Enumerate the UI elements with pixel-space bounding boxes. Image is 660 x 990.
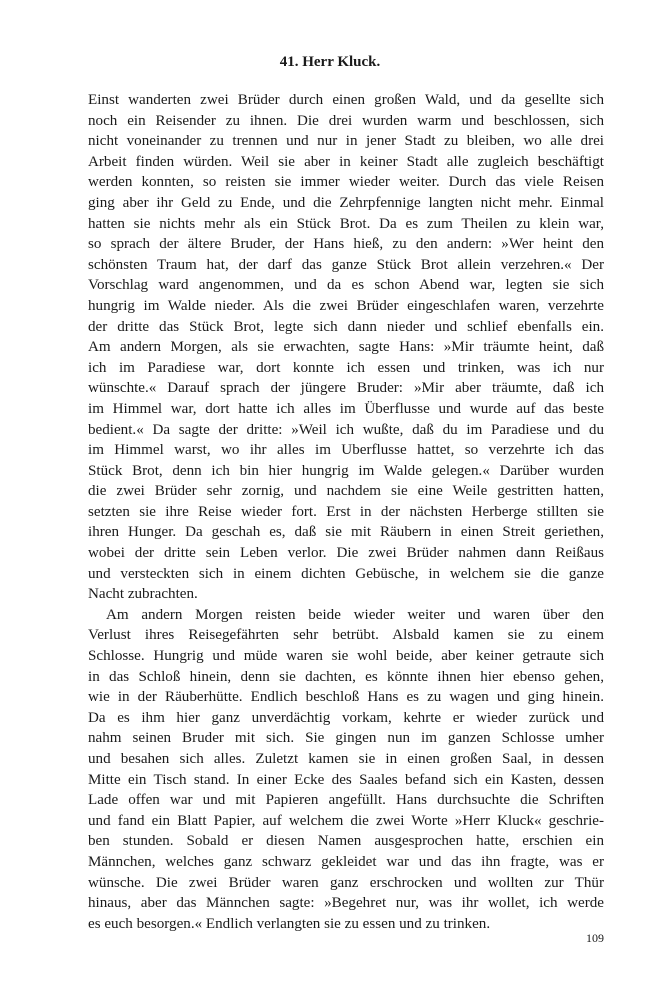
paragraph [88,605,604,935]
text-line: bedient.« Da sagte der dritte: »Weil ich wußte, daß du im Paradiese und du [88,421,604,438]
text-line: im Himmel war, dort hatte ich alles im Überflusse und wurde auf das beste [88,400,604,417]
text-line: und besahen sich alles. Zuletzt kamen sie in einen großen Saal, in dessen [88,751,604,767]
body-text [88,90,604,934]
text-line: wobei der dritte sein Leben verlor. Die zwei Brüder nahmen dann Reißaus [88,545,604,562]
text-line: wie in der Räuberhütte. Endlich beschloß Hans es zu wagen und ging hinein. [88,689,604,706]
text-line: noch ein Reisender zu ihnen. Die drei wurden warm und beschlossen, sich [88,112,604,129]
text-line: Schlosse. Hungrig und müde waren sie wohl beide, aber keiner getraute sich [88,648,604,665]
text-line: hinaus, aber das Männchen sagte: »Begehret nur, was ihr wollet, ich werde [88,895,604,912]
text-line: und fand ein Blatt Papier, auf welchem die zwei Worte »Herr Kluck« geschrie- [88,812,604,829]
text-line: Nacht zubrachten. [88,586,198,603]
text-line: Männchen, welches ganz schwarz gekleidet war und das ihn fragte, was er [88,853,604,870]
text-line: wünsche. Die zwei Brüder waren ganz erschrocken und wollten zur Thür [88,874,604,891]
paragraph [88,90,604,605]
text-line: hatten sie nichts mehr als ein Stück Brot. Da es zum Theilen zu klein war, [88,215,604,232]
page-title: 41. Herr Kluck. [279,54,381,70]
text-line: Am andern Morgen reisten beide wieder weiter und waren über den [106,606,604,623]
page-number: 109 [586,931,604,945]
text-line: hungrig im Walde nieder. Als die zwei Brüder eingeschlafen waren, verzehrte [88,297,604,314]
text-line: ben stunden. Sobald er diesen Namen ausgesprochen hatte, erschien ein [88,833,604,850]
text-line: die zwei Brüder sehr zornig, und nachdem sie eine Weile gestritten hatten, [88,483,604,500]
text-line: Arbeit finden würden. Weil sie aber in keiner Stadt alle zugleich beschäftigt [88,153,604,170]
text-line: und versteckten sich in einem dichten Gebüsche, in welchem sie die ganze [88,565,604,582]
text-line: Da es ihm hier ganz unverdächtig vorkam, kehrte er wieder zurück und [88,709,604,726]
text-line: so sprach der ältere Bruder, der Hans hieß, zu den andern: »Wer heint den [88,236,604,253]
text-line: setzten sie ihre Reise wieder fort. Erst in der nächsten Herberge stillten sie [88,503,604,520]
text-line: in das Schloß hinein, denn sie dachten, es könnte ihnen hier ebenso gehen, [88,668,604,685]
text-line: Mitte ein Tisch stand. In einer Ecke des Saales befand sich ein Kasten, dessen [88,771,604,788]
text-line: nicht voneinander zu trennen und nur in jener Stadt zu bleiben, wo alle drei [88,133,604,150]
text-line: Stück Brot, denn ich bin hier hungrig im Walde gelegen.« Darüber wurden [88,462,604,479]
text-line: Lade offen war und mit Papieren angefüllt. Hans durchsuchte die Schriften [88,792,604,809]
text-line: nahm seinen Bruder mit sich. Sie gingen nun im ganzen Schlosse umher [88,730,604,747]
text-line: wünschte.« Darauf sprach der jüngere Bruder: »Mir aber träumte, daß ich [88,380,604,397]
text-line: der dritte das Stück Brot, legte sich dann nieder und schlief ebenfalls ein. [88,318,604,335]
text-line: ihren Hunger. Da geschah es, daß sie mit Räubern in einen Streit geriethen, [88,524,604,541]
text-line: Verlust ihres Reisegefährten sehr betrübt. Alsbald kamen sie zu einem [88,627,604,644]
text-line: ging aber ihr Geld zu Ende, und die Zehrpfennige langten nicht mehr. Einmal [88,194,604,211]
text-line: ich im Paradiese war, dort konnte ich essen und trinken, was ich nur [88,359,604,376]
text-line: im Himmel warst, wo ihr alles im Uberflusse hattet, so verzehrte ich das [88,442,604,459]
text-line: Einst wanderten zwei Brüder durch einen großen Wald, und da gesellte sich [88,92,604,108]
text-line: Am andern Morgen, als sie erwachten, sagte Hans: »Mir träumte heint, daß [88,339,604,356]
text-line: werden konnten, so reisten sie immer wieder weiter. Durch das viele Reisen [88,174,604,191]
text-line: es euch besorgen.« Endlich verlangten sie zu essen und zu trinken. [88,915,491,932]
text-line: schönsten Traum hat, der darf das ganze Stück Brot allein verzehren.« Der [88,256,604,273]
text-line: Vorschlag ward angenommen, und da es schon Abend war, legten sie sich [88,277,604,294]
